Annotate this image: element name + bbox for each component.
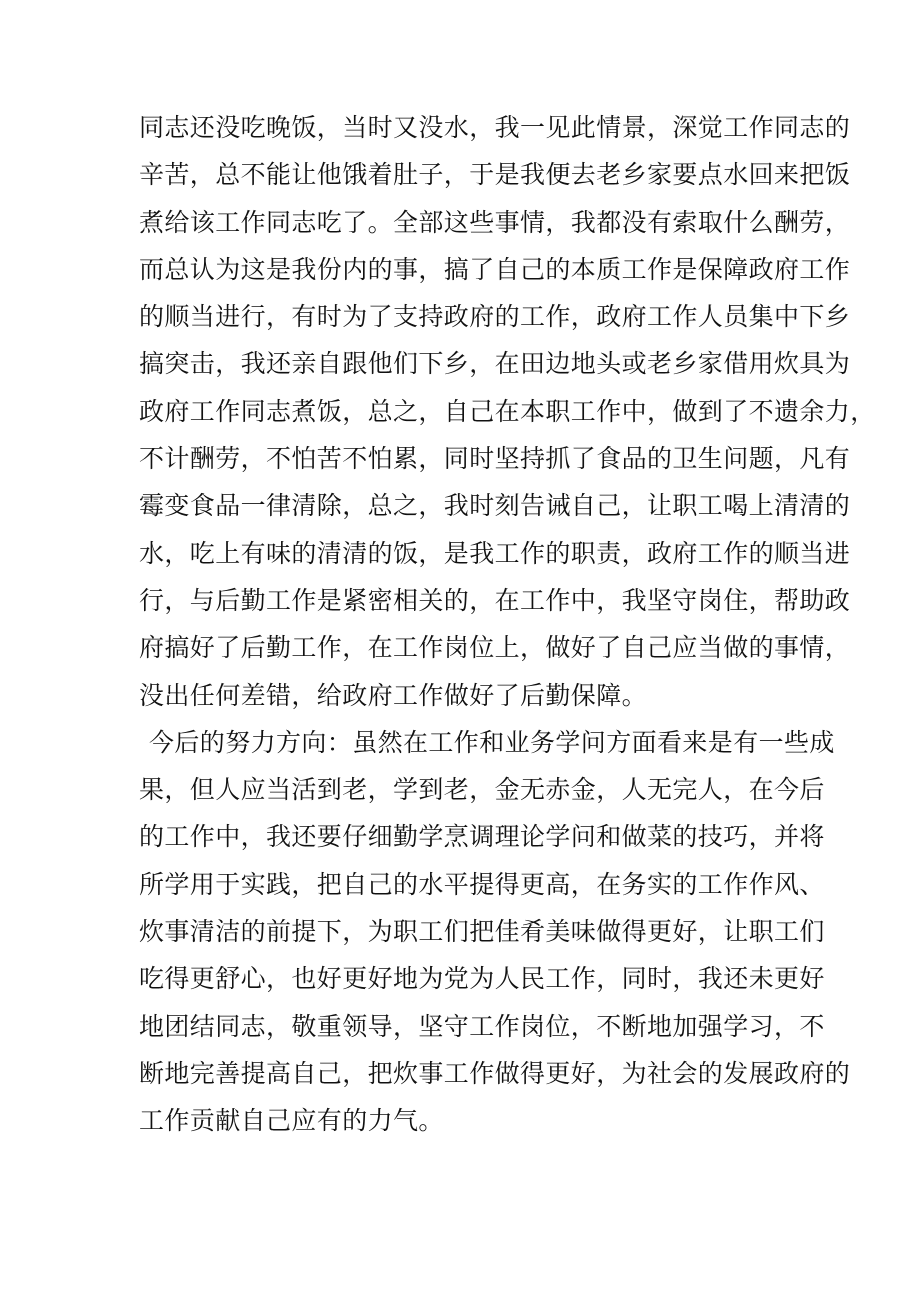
paragraph-start-line: 今后的努力方向：虽然在工作和业务学问方面看来是有一些成 [149, 727, 835, 757]
text-line: 没出任何差错，给政府工作做好了后勤保障。 [139, 680, 648, 710]
text-line: 的工作中，我还要仔细勤学烹调理论学问和做菜的技巧，并将 [139, 822, 825, 852]
text-line: 府搞好了后勤工作，在工作岗位上，做好了自己应当做的事情， [139, 633, 851, 663]
text-line: 炊事清洁的前提下，为职工们把佳肴美味做得更好，让职工们 [139, 917, 825, 947]
text-line: 果，但人应当活到老，学到老，金无赤金，人无完人，在今后 [139, 775, 825, 805]
text-line: 水，吃上有味的清清的饭，是我工作的职责，政府工作的顺当进 [139, 538, 851, 568]
text-line: 政府工作同志煮饭，总之，自己在本职工作中，做到了不遗余力， [139, 396, 876, 426]
text-line: 霉变食品一律清除，总之，我时刻告诫自己，让职工喝上清清的 [139, 491, 851, 521]
text-line: 而总认为这是我份内的事，搞了自己的本质工作是保障政府工作 [139, 254, 851, 284]
text-line: 同志还没吃晚饭，当时又没水，我一见此情景，深觉工作同志的 [139, 113, 851, 142]
text-line: 所学用于实践，把自己的水平提得更高，在务实的工作作风、 [139, 869, 825, 899]
text-line: 不计酬劳，不怕苦不怕累，同时坚持抓了食品的卫生问题，凡有 [139, 444, 851, 474]
text-line: 工作贡献自己应有的力气。 [139, 1106, 444, 1136]
text-line: 吃得更舒心，也好更好地为党为人民工作，同时，我还未更好 [139, 964, 825, 994]
text-line: 断地完善提高自己，把炊事工作做得更好，为社会的发展政府的 [139, 1058, 851, 1088]
body-text [139, 104, 876, 1145]
text-line: 行，与后勤工作是紧密相关的，在工作中，我坚守岗住，帮助政 [139, 585, 851, 615]
text-line: 搞突击，我还亲自跟他们下乡，在田边地头或老乡家借用炊具为 [139, 349, 851, 379]
text-line: 煮给该工作同志吃了。全部这些事情，我都没有索取什么酬劳， [139, 207, 851, 237]
text-line: 辛苦，总不能让他饿着肚子，于是我便去老乡家要点水回来把饭 [139, 160, 851, 190]
text-line: 的顺当进行，有时为了支持政府的工作，政府工作人员集中下乡 [139, 302, 851, 332]
text-line: 地团结同志，敬重领导，坚守工作岗位，不断地加强学习，不 [139, 1011, 825, 1041]
